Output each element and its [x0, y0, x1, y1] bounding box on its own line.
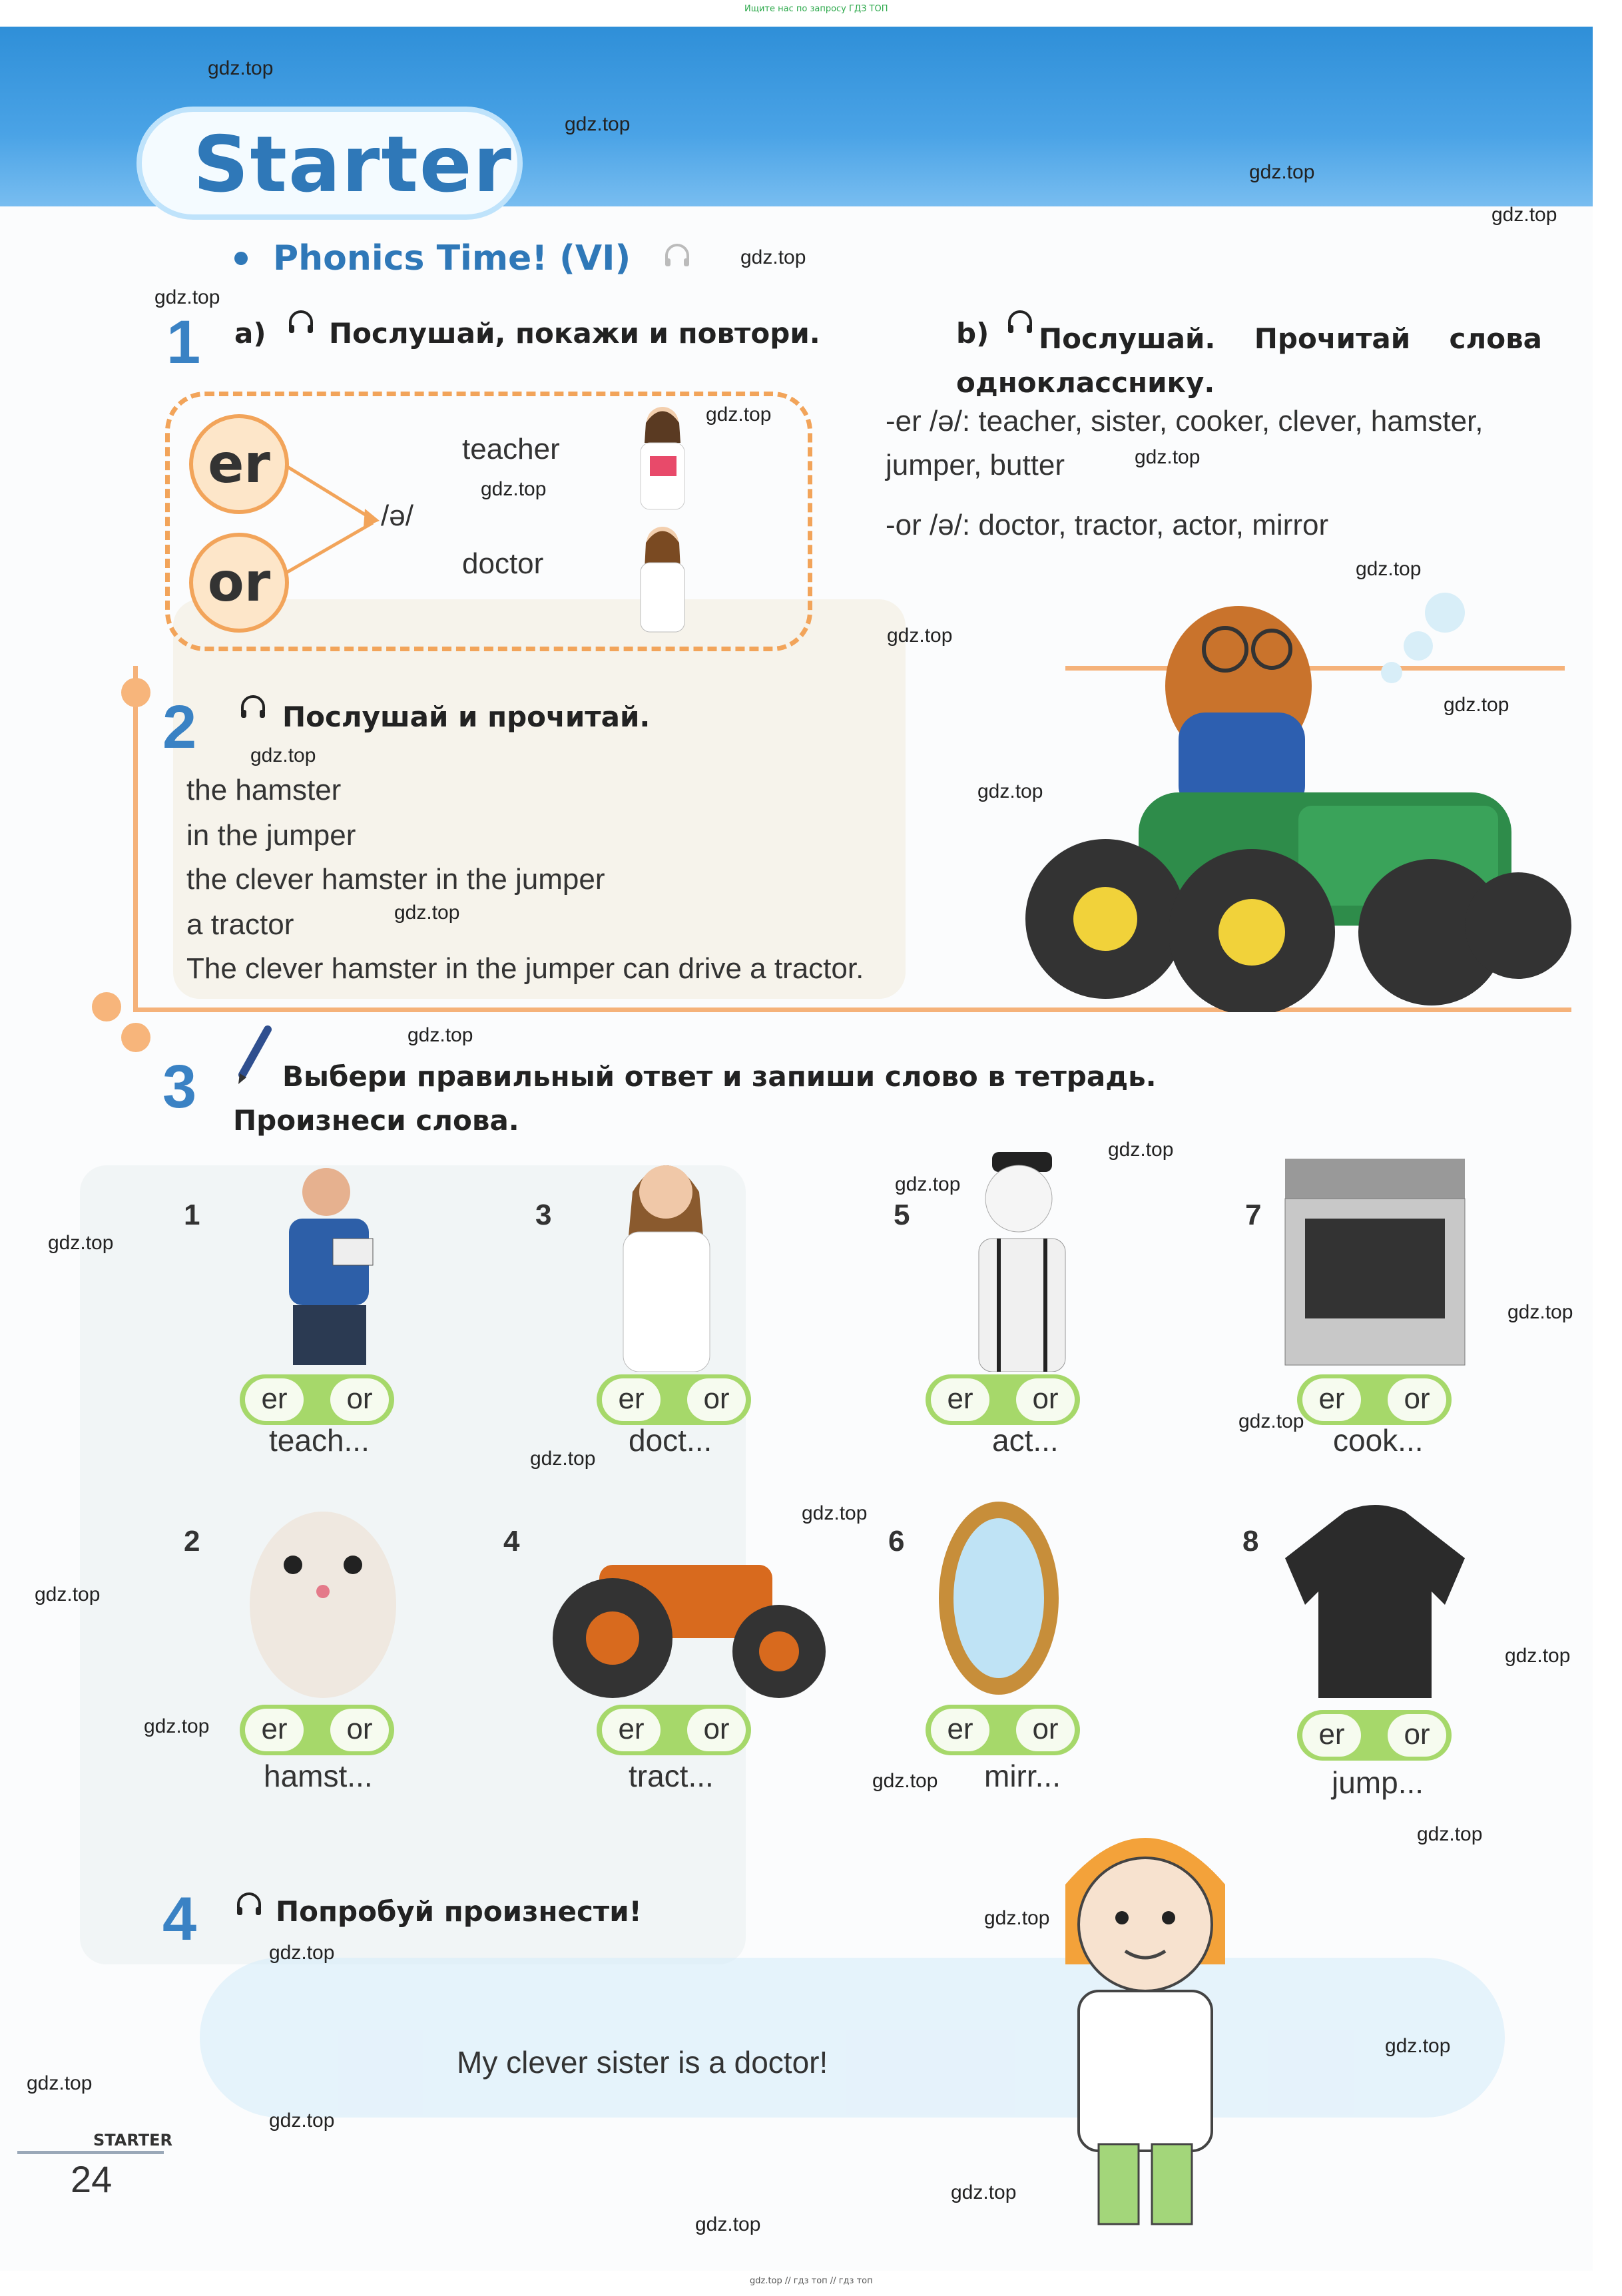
option-er[interactable]: er [931, 1709, 989, 1751]
bullet-icon [234, 252, 248, 265]
headphones-icon [238, 693, 268, 722]
item-number: 6 [888, 1525, 905, 1558]
watermark: gdz.top [1385, 2035, 1451, 2057]
item-number: 2 [184, 1525, 200, 1558]
sound-er: er [189, 414, 289, 514]
watermark: gdz.top [208, 57, 274, 79]
exercise-2-line-3: the clever hamster in the jumper [186, 863, 605, 896]
watermark: gdz.top [1417, 1823, 1483, 1845]
exercise-2-line-5: The clever hamster in the jumper can drive a tractor. [186, 952, 864, 985]
arrows-icon [286, 459, 386, 579]
page-number: 24 [71, 2158, 113, 2200]
watermark: gdz.top [27, 2072, 93, 2094]
exercise-2-number: 2 [162, 693, 197, 761]
option-or[interactable]: or [687, 1378, 746, 1421]
doctor-picture [626, 523, 699, 636]
exercise-1b-line-3: -or /ə/: doctor, tractor, actor, mirror [886, 509, 1329, 541]
watermark: gdz.top [565, 113, 631, 135]
exercise-1b-line-1: -er /ə/: teacher, sister, cooker, clever, hamster, [886, 405, 1484, 437]
watermark: gdz.top [144, 1715, 210, 1737]
watermark: gdz.top [35, 1583, 101, 1605]
choice-toggle[interactable] [926, 1374, 1080, 1425]
watermark: gdz.top [1249, 161, 1315, 183]
sound-or: or [189, 533, 289, 633]
exercise-4-number: 4 [162, 1885, 197, 1953]
exercise-1a-label: a) [234, 317, 266, 350]
frame-dot [121, 1023, 150, 1052]
watermark: gdz.top [1108, 1139, 1174, 1161]
option-er[interactable]: er [931, 1378, 989, 1421]
choice-toggle[interactable] [1297, 1710, 1452, 1761]
headphones-icon [234, 1890, 264, 1919]
watermark: gdz.top [802, 1502, 868, 1524]
watermark: gdz.top [269, 2110, 335, 2132]
item-word: jump... [1332, 1765, 1424, 1800]
option-er[interactable]: er [602, 1378, 661, 1421]
watermark: gdz.top [872, 1770, 938, 1792]
watermark: gdz.top [887, 625, 953, 647]
watermark: gdz.top [706, 404, 772, 426]
exercise-1a-instruction: Послушай, покажи и повтори. [329, 317, 820, 350]
choice-toggle[interactable] [597, 1705, 751, 1755]
top-note: Ищите нас по запросу ГДЗ ТОП [744, 4, 888, 14]
choice-toggle[interactable] [240, 1374, 394, 1425]
speech-bubble [200, 1958, 1505, 2118]
watermark: gdz.top [1491, 204, 1557, 226]
watermark: gdz.top [1444, 694, 1509, 716]
watermark: gdz.top [530, 1448, 596, 1470]
option-er[interactable]: er [245, 1378, 304, 1421]
word-teacher: teacher [462, 433, 560, 465]
watermark: gdz.top [740, 246, 806, 268]
hamster-tractor-picture [1019, 586, 1571, 1012]
watermark: gdz.top [895, 1173, 961, 1195]
option-or[interactable]: or [1016, 1378, 1075, 1421]
option-or[interactable]: or [1388, 1378, 1446, 1421]
exercise-3-number: 3 [162, 1053, 197, 1121]
watermark: gdz.top [1238, 1410, 1304, 1432]
item-number: 4 [503, 1525, 520, 1558]
watermark: gdz.top [1356, 558, 1422, 580]
exercise-4-instruction: Попробуй произнести! [276, 1895, 642, 1928]
item-number: 5 [894, 1199, 910, 1231]
choice-toggle[interactable] [597, 1374, 751, 1425]
doctor-woman-picture [599, 1145, 732, 1372]
page-title: Starter [193, 120, 513, 210]
option-er[interactable]: er [1302, 1714, 1361, 1757]
item-number: 3 [535, 1199, 552, 1231]
exercise-4-sentence: My clever sister is a doctor! [457, 2045, 828, 2080]
watermark: gdz.top [394, 902, 460, 924]
exercise-2-instruction: Послушай и прочитай. [282, 701, 651, 733]
phoneme-label: /ə/ [381, 499, 413, 532]
watermark: gdz.top [1135, 446, 1201, 468]
watermark: gdz.top [977, 780, 1043, 802]
option-or[interactable]: or [330, 1378, 389, 1421]
exercise-3-instruction-2: Произнеси слова. [233, 1104, 519, 1137]
exercise-2-line-1: the hamster [186, 774, 342, 806]
teacher-picture [626, 403, 699, 516]
watermark: gdz.top [951, 2181, 1017, 2203]
option-or[interactable]: or [1016, 1709, 1075, 1751]
choice-toggle[interactable] [240, 1705, 394, 1755]
girl-doctor-picture [1025, 1811, 1265, 2231]
watermark: gdz.top [48, 1232, 114, 1254]
teacher-man-picture [246, 1159, 393, 1378]
cooker-picture [1278, 1145, 1472, 1372]
exercise-1b-instruction: Послушай. Прочитай слова однокласснику. [956, 322, 1542, 399]
hamster-picture [240, 1485, 406, 1705]
item-word: mirr... [984, 1759, 1061, 1793]
exercise-1b-line-2: jumper, butter [886, 449, 1065, 481]
headphones-icon [286, 308, 316, 337]
exercise-3-instruction: Выбери правильный ответ и запиши слово в тетрадь. [282, 1060, 1157, 1093]
watermark: gdz.top [250, 744, 316, 766]
watermark: gdz.top [984, 1907, 1050, 1929]
bottom-note: gdz.top // гдз топ // гдз топ [750, 2276, 873, 2286]
exercise-2-line-4: a tractor [186, 908, 294, 941]
item-number: 8 [1242, 1525, 1259, 1558]
item-word: hamst... [264, 1759, 373, 1793]
option-er[interactable]: er [245, 1709, 304, 1751]
headphones-icon [663, 241, 692, 270]
word-doctor: doctor [462, 547, 544, 580]
exercise-2-line-2: in the jumper [186, 819, 356, 852]
watermark: gdz.top [1507, 1301, 1573, 1323]
watermark: gdz.top [481, 478, 547, 500]
option-er[interactable]: er [602, 1709, 661, 1751]
watermark: gdz.top [407, 1024, 473, 1046]
mirror-picture [932, 1492, 1065, 1705]
item-word: act... [992, 1423, 1059, 1458]
exercise-1b-label: b) [956, 317, 989, 350]
item-word: teach... [269, 1423, 370, 1458]
frame-dot [92, 992, 121, 1021]
footer-rule [17, 2151, 164, 2154]
watermark: gdz.top [269, 1942, 335, 1964]
option-or[interactable]: or [1388, 1714, 1446, 1757]
option-or[interactable]: or [330, 1709, 389, 1751]
option-er[interactable]: er [1302, 1378, 1361, 1421]
exercise-1-number: 1 [166, 308, 201, 376]
option-or[interactable]: or [687, 1709, 746, 1751]
item-word: doct... [629, 1423, 712, 1458]
watermark: gdz.top [695, 2213, 761, 2235]
choice-toggle[interactable] [1297, 1374, 1452, 1425]
section-title: Phonics Time! (VI) [273, 238, 631, 278]
watermark: gdz.top [154, 286, 220, 308]
footer-label: STARTER [93, 2131, 173, 2150]
item-number: 7 [1245, 1199, 1262, 1231]
tractor-picture [539, 1505, 832, 1705]
watermark: gdz.top [1505, 1645, 1571, 1667]
item-word: tract... [629, 1759, 714, 1793]
choice-toggle[interactable] [926, 1705, 1080, 1755]
pen-icon [234, 1025, 274, 1085]
item-number: 1 [184, 1199, 200, 1231]
jumper-picture [1278, 1505, 1472, 1705]
item-word: cook... [1333, 1423, 1424, 1458]
frame-dot [121, 678, 150, 707]
